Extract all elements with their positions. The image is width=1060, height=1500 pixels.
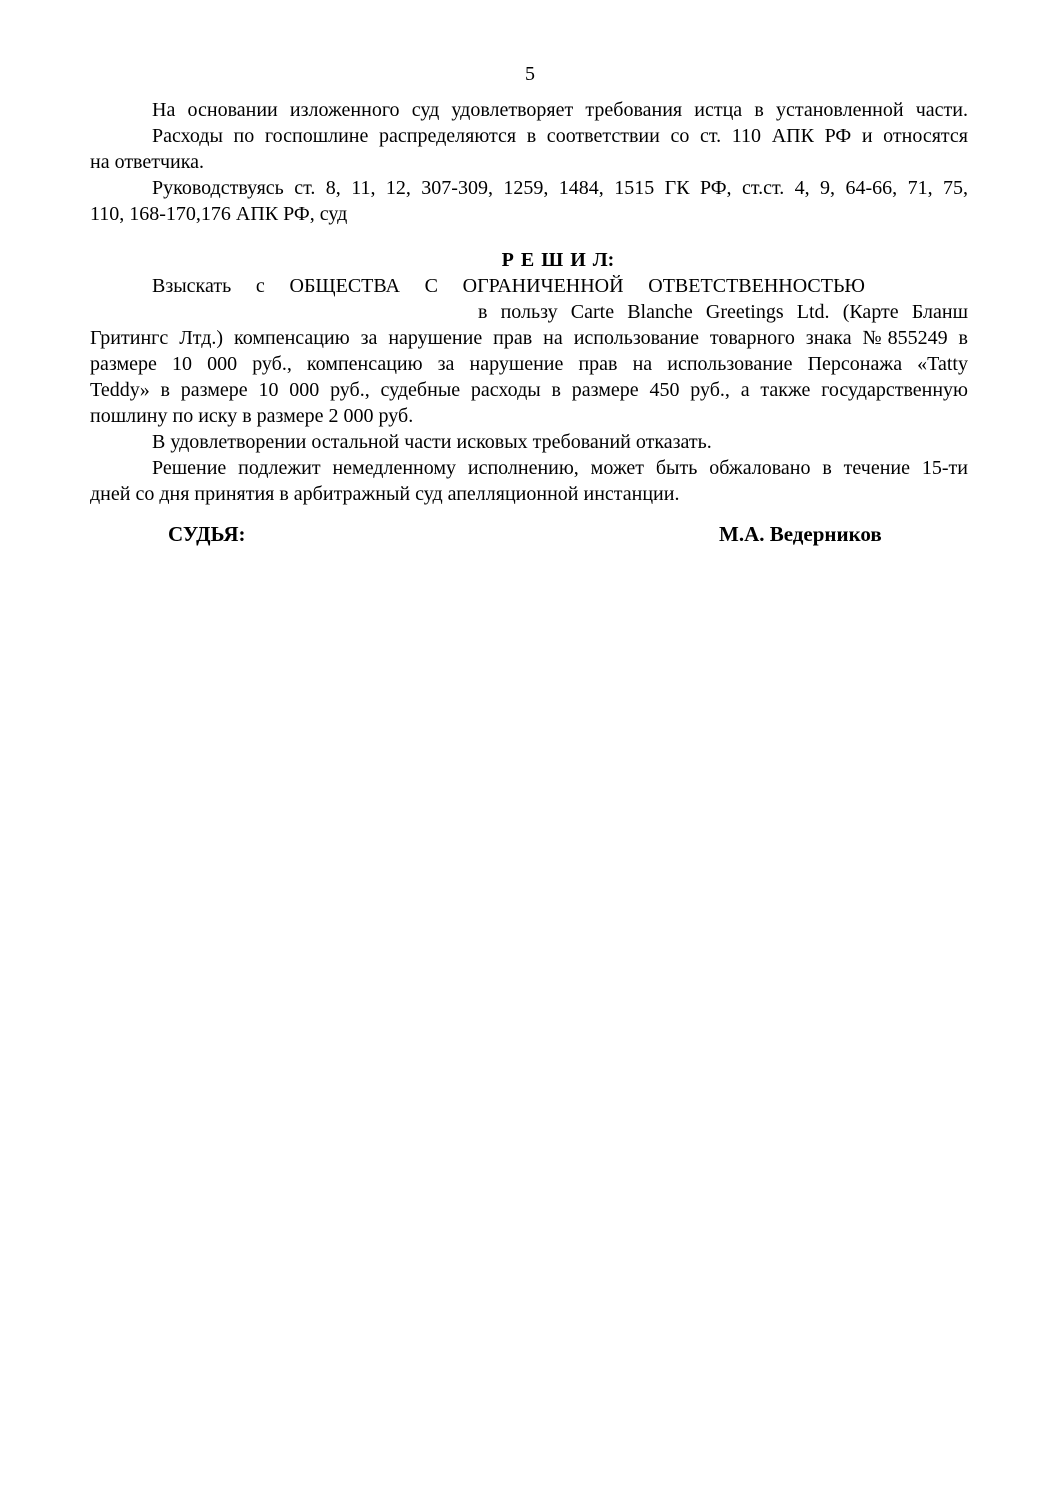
blank-line <box>90 227 968 247</box>
paragraph-guided-line-2: 110, 168-170,176 АПК РФ, суд <box>90 203 348 225</box>
paragraph-execution-line-2: дней со дня принятия в арбитражный суд апелляционной инстанции. <box>90 483 680 505</box>
page-number: 5 <box>525 63 535 85</box>
signature-row <box>90 521 968 547</box>
resolution-recover-line-4: размере 10 000 руб., компенсацию за нарушение прав на использование Персонажа «Tatty <box>90 353 968 375</box>
judge-name: М.А. Ведерников <box>719 522 882 546</box>
paragraph-execution-line-1: Решение подлежит немедленному исполнению, может быть обжаловано в течение 15-ти <box>152 457 968 479</box>
resolution-recover-line-3: Гритингс Лтд.) компенсацию за нарушение прав на использование товарного знака №855249 в <box>90 327 968 349</box>
paragraph-dismiss: В удовлетворении остальной части исковых требований отказать. <box>152 431 712 453</box>
resolution-recover-line-1: Взыскать с ОБЩЕСТВА С ОГРАНИЧЕННОЙ ОТВЕТСТВЕННОСТЬЮ <box>152 275 865 297</box>
paragraph-costs-line-1: Расходы по госпошлине распределяются в соответствии со ст. 110 АПК РФ и относятся <box>152 125 968 147</box>
resolution-heading: Р Е Ш И Л: <box>501 249 615 271</box>
resolution-recover-line-5: Teddy» в размере 10 000 руб., судебные расходы в размере 450 руб., а также государственную <box>90 379 968 401</box>
resolution-recover-line-2: в пользу Carte Blanche Greetings Ltd. (Карте Бланш <box>478 301 968 323</box>
blank-line <box>90 507 968 521</box>
paragraph-basis: На основании изложенного суд удовлетворяет требования истца в установленной части. <box>152 99 968 121</box>
paragraph-guided-line-1: Руководствуясь ст. 8, 11, 12, 307-309, 1259, 1484, 1515 ГК РФ, ст.ст. 4, 9, 64-66, 71, 75, <box>152 177 968 199</box>
document-body <box>90 97 968 547</box>
judge-label: СУДЬЯ: <box>168 522 246 546</box>
paragraph-costs-line-2: на ответчика. <box>90 151 205 173</box>
resolution-recover-line-6: пошлину по иску в размере 2 000 руб. <box>90 405 414 427</box>
